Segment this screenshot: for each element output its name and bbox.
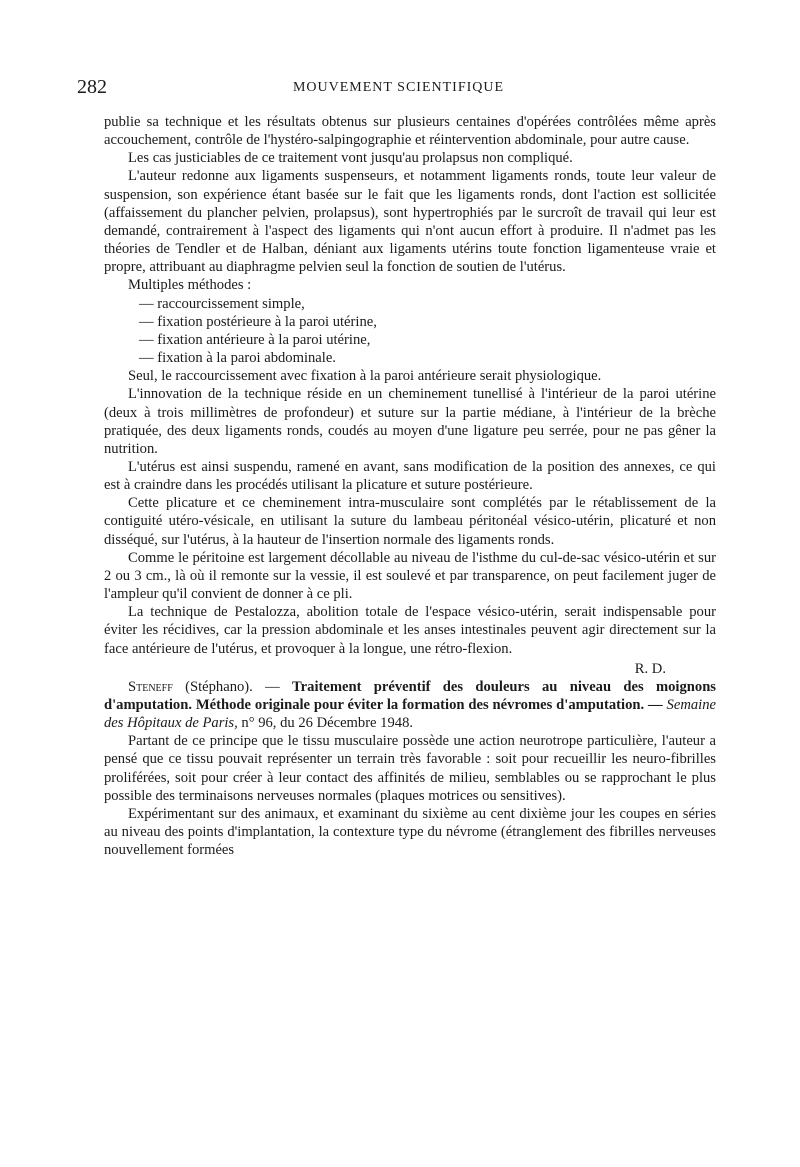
paragraph: Partant de ce principe que le tissu musculaire possède une action neurotrope particulière, l'auteur a pensé que ce tissu pouvait représenter un terrain très favorable : soit pour recueillir les neuro-fibrilles proliférées, soit pour créer à leur contact des affinités de milieu, semblables ou se rapprochant le plus possible des terminaisons nerveuses normales (plaques motrices ou sensitives). — [104, 733, 716, 804]
paragraph: L'innovation de la technique réside en un cheminement tunellisé à l'intérieur de la paroi utérine (deux à trois millimètres de profondeur) et suture sur la partie médiane, à l'intérieur de la brèche pratiquée, des deux ligaments ronds, coudés au moyen d'une ligature peu serrée, pour ne pas gêner la nutrition. — [104, 386, 716, 457]
paragraph: Les cas justiciables de ce traitement vont jusqu'au prolapsus non compliqué. — [128, 150, 573, 167]
list-item: — fixation antérieure à la paroi utérine, — [139, 331, 371, 348]
entry-citation: n° 96, du 26 Décembre 1948. — [241, 715, 414, 732]
paragraph: L'utérus est ainsi suspendu, ramené en avant, sans modification de la position des annexes, ce qui est à craindre dans les procédés utilisant la plicature et suture postérieure. — [104, 458, 716, 494]
paragraph: publie sa technique et les résultats obtenus sur plusieurs centaines d'opérées contrôlées même après accouchement, contrôle de l'hystéro-salpingographie et réintervention abdominale, pour autre cause. — [104, 114, 716, 149]
methods-intro: Multiples méthodes : — [128, 277, 252, 294]
paragraph: Comme le péritoine est largement décollable au niveau de l'isthme du cul-de-sac vésico-utérin et sur 2 ou 3 cm., là où il remonte sur la vessie, il est soulevé et par transparence, on peut facilement juger de l'ampleur qu'il convient de donner à ce pli. — [104, 549, 716, 603]
paragraph: La technique de Pestalozza, abolition totale de l'espace vésico-utérin, serait indispensable pour éviter les récidives, car la pression abdominale et les anses intestinales peuvent agir directement sur la face antérieure de l'utérus, et provoquer à la longue, une rétro-flexion. — [104, 604, 716, 657]
bibliographic-entry — [104, 678, 716, 732]
body-text — [104, 113, 716, 859]
methods-list — [104, 295, 716, 368]
page-number: 282 — [77, 76, 107, 98]
list-item: — fixation à la paroi abdominale. — [139, 350, 336, 367]
paragraph: L'auteur redonne aux ligaments suspenseurs, et notamment ligaments ronds, toute leur valeur de suspension, son expérience étant basée sur le fait que les ligaments ronds, dont l'action est sollicitée (affaissement du plancher pelvien, prolapsus), sont hypertrophiés par le surcroît de travail qui leur est demandé, contrairement à l'aspect des ligaments qui n'ont aucun effort à produire. Il n'admet pas les théories de Tendler et de Halban, déniant aux ligaments utérins toute fonction ligamenteuse vraie et propre, attribuant au diaphragme pelvien seul la fonction de soutien de l'utérus. — [104, 168, 716, 276]
page-header — [77, 76, 720, 100]
entry-title: Traitement préventif des douleurs au niveau des moignons d'amputation. Méthode originale pour éviter la formation des névromes d'amputation. — — [104, 678, 716, 713]
entry-author: Steneff — [128, 678, 173, 695]
running-title: MOUVEMENT SCIENTIFIQUE — [292, 80, 505, 95]
paragraph: Expérimentant sur des animaux, et examinant du sixième au cent dixième jour les coupes en séries au niveau des points d'implantation, la contexture type du névrome (étranglement des fibrilles nerveuses nouvellement formées — [104, 805, 716, 859]
paragraph: Cette plicature et ce cheminement intra-musculaire sont complétés par le rétablissement de la contiguité utéro-vésicale, en utilisant la suture du lambeau péritonéal vésico-utérin, plicaturé et non disséqué, sur l'utérus, à la hauteur de l'insertion normale des ligaments ronds. — [104, 495, 716, 548]
list-item: — raccourcissement simple, — [139, 295, 305, 312]
list-item: — fixation postérieure à la paroi utérine, — [139, 313, 377, 330]
entry-author-first: (Stéphano). — — [185, 678, 280, 695]
paragraph: Seul, le raccourcissement avec fixation à la paroi antérieure serait physiologique. — [128, 368, 602, 385]
entry-journal: Semaine des Hôpitaux de Paris, — [104, 697, 716, 732]
signature: R. D. — [634, 660, 666, 677]
